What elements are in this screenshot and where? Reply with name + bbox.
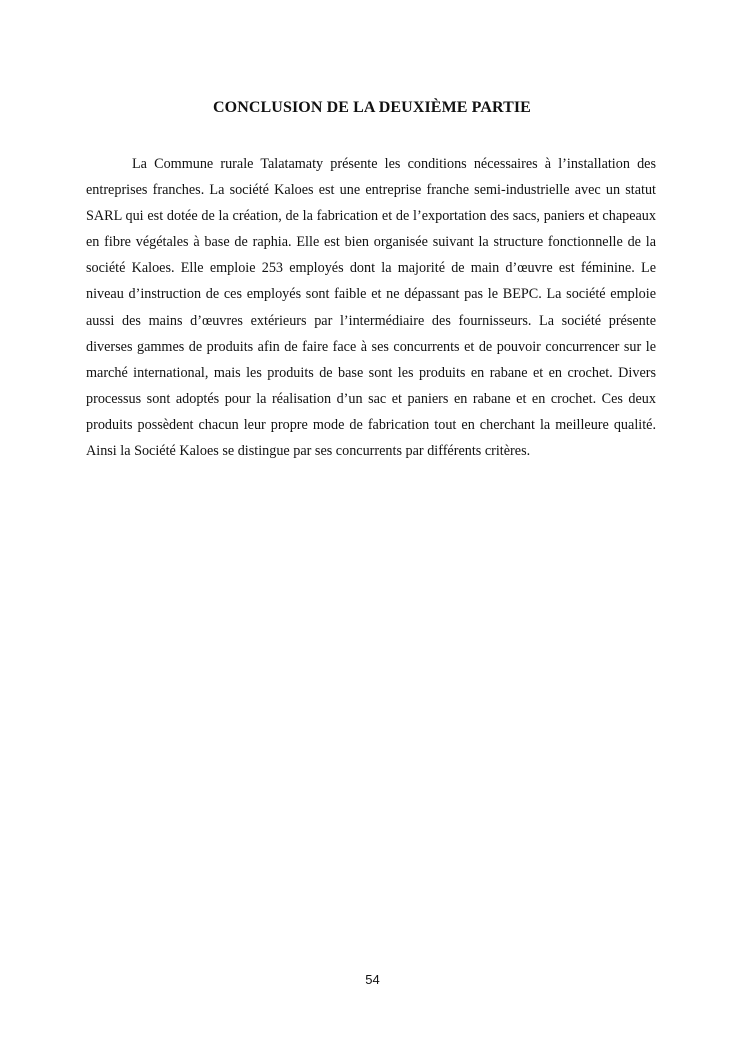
conclusion-paragraph: La Commune rurale Talatamaty présente les conditions nécessaires à l’installation des entreprises franches. La société Kaloes est une entreprise franche semi-industrielle avec un statut SARL qui est dotée de la création, de la fabrication et de l’exportation des sacs, paniers et chapeaux en fibre végétales à base de raphia. Elle est bien organisée suivant la structure fonctionnelle de la société Kaloes. Elle emploie 253 employés dont la majorité de main d’œuvre est féminine. Le niveau d’instruction de ces employés sont faible et ne dépassant pas le BEPC. La société emploie aussi des mains d’œuvres extérieurs par l’intermédiaire des fournisseurs. La société présente diverses gammes de produits afin de faire face à ses concurrents et de pouvoir concurrencer sur le marché international, mais les produits de base sont les produits en rabane et en crochet. Divers processus sont adoptés pour la réalisation d’un sac et paniers en rabane et en crochet. Ces deux produits possèdent chacun leur propre mode de fabrication tout en cherchant la meilleure qualité. Ainsi la Société Kaloes se distingue par ses concurrents par différents critères. bbox=[86, 156, 656, 460]
section-title: CONCLUSION DE LA DEUXIÈME PARTIE bbox=[213, 99, 531, 116]
page-number: 54 bbox=[365, 972, 380, 987]
